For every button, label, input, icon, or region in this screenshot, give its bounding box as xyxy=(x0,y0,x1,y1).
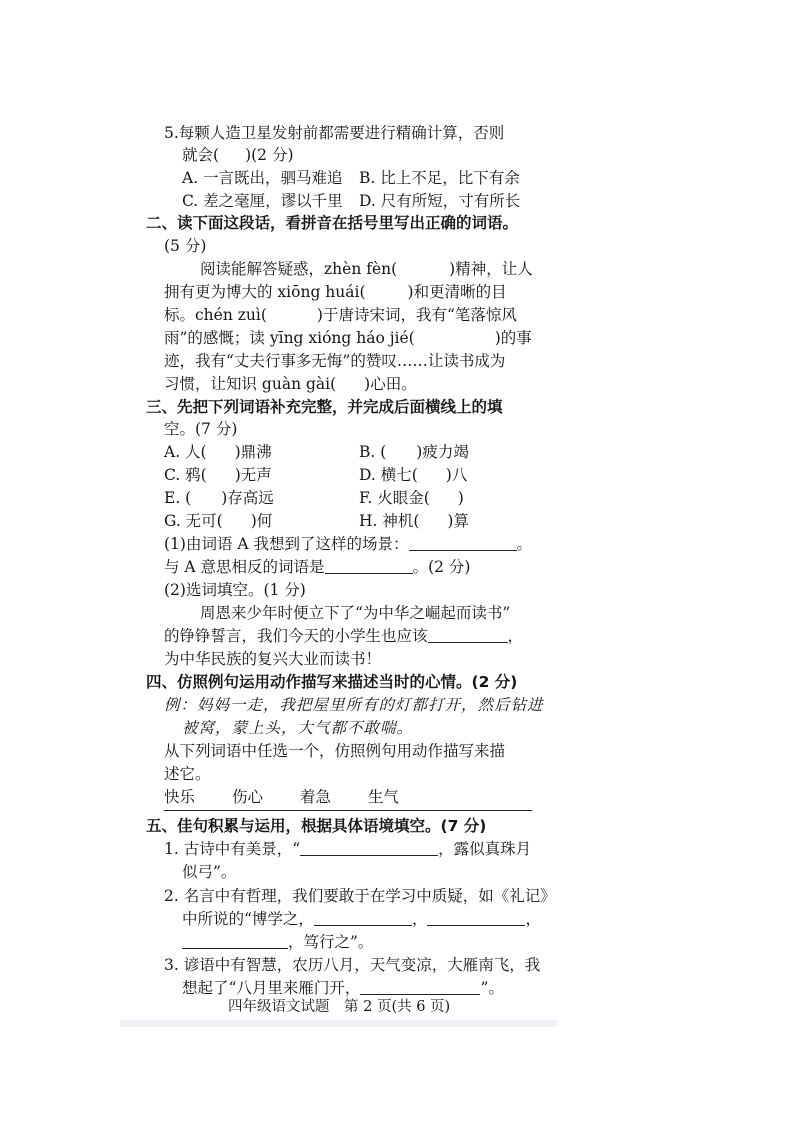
q5-stem-line2: 就会( )(2 分) xyxy=(182,146,294,164)
poem-question-1: 1. 古诗中有美景，“ ，露似真珠月 xyxy=(164,840,532,858)
sub-question-1-cont: 与 A 意思相反的词语是 。(2 分) xyxy=(164,558,471,576)
section2-line4: 雨”的感慨；读 yīng xióng háo jié( )的事 xyxy=(164,329,532,347)
idiom-b: B. ( )疲力竭 xyxy=(359,443,469,461)
section2-line2: 拥有更为博大的 xiōng huái( )和更清晰的目 xyxy=(164,283,507,301)
answer-blank[interactable] xyxy=(428,628,508,643)
word-choice-list xyxy=(164,787,399,807)
idiom-h: H. 神机( )算 xyxy=(359,512,469,530)
example-line2: 被窝，蒙上头，大气都不敢喘。 xyxy=(182,719,414,737)
answer-blank[interactable] xyxy=(300,841,438,856)
idiom-a: A. 人( )鼎沸 xyxy=(164,443,272,461)
q5-option-b: B. 比上不足，比下有余 xyxy=(359,169,520,187)
q5-option-c: C. 差之毫厘，谬以千里 xyxy=(182,192,343,210)
poem-question-1-cont: 似弓”。 xyxy=(182,863,237,881)
example-line1: 例：妈妈一走，我把屋里所有的灯都打开，然后钻进 xyxy=(164,696,544,714)
section4-title: 四、仿照例句运用动作描写来描述当时的心情。(2 分) xyxy=(146,673,518,691)
quote-question-2: 2. 名言中有哲理，我们要敢于在学习中质疑，如《礼记》 xyxy=(164,887,556,905)
passage-line3: 为中华民族的复兴大业而读书！ xyxy=(164,650,382,668)
answer-blank[interactable] xyxy=(314,911,412,926)
word-choice: 生气 xyxy=(367,788,399,806)
answer-blank[interactable] xyxy=(427,911,525,926)
idiom-d: D. 横七( )八 xyxy=(359,466,468,484)
answer-blank[interactable] xyxy=(409,536,517,551)
section2-title: 二、读下面这段话，看拼音在括号里写出正确的词语。 xyxy=(146,214,519,232)
scan-edge-shadow xyxy=(120,1020,557,1027)
word-choice: 伤心 xyxy=(231,788,263,806)
passage-line2: 的铮铮誓言，我们今天的小学生也应该 ， xyxy=(164,627,524,645)
word-choice: 着急 xyxy=(299,788,331,806)
proverb-question-3: 3. 谚语中有智慧，农历八月，天气变凉，大雁南飞，我 xyxy=(164,956,541,974)
section2-line6: 习惯，让知识 guàn gài( )心田。 xyxy=(164,375,417,393)
section5-title: 五、佳句积累与运用，根据具体语境填空。(7 分) xyxy=(146,817,487,835)
passage-line1: 周恩来少年时便立下了“为中华之崛起而读书” xyxy=(200,604,511,622)
page-footer: 四年级语文试题 第 2 页(共 6 页) xyxy=(228,999,451,1015)
answer-blank[interactable] xyxy=(325,559,413,574)
word-choice: 快乐 xyxy=(164,788,196,806)
answer-blank[interactable] xyxy=(182,934,288,949)
idiom-f: F. 火眼金( ) xyxy=(359,489,464,507)
section2-score: (5 分) xyxy=(164,237,207,255)
instruction-line2: 述它。 xyxy=(164,765,211,783)
q5-option-a: A. 一言既出，驷马难追 xyxy=(182,169,343,187)
quote-question-2-end: ，笃行之”。 xyxy=(182,932,373,952)
answer-line[interactable] xyxy=(164,810,532,811)
quote-question-2-cont: 中所说的“博学之， ， ， xyxy=(182,910,541,928)
idiom-e: E. ( )存高远 xyxy=(164,489,274,507)
idiom-g: G. 无可( )何 xyxy=(164,512,273,530)
proverb-question-3-cont: 想起了“八月里来雁门开， ”。 xyxy=(182,979,504,997)
q5-stem: 5.每颗人造卫星发射前都需要进行精确计算，否则 xyxy=(164,124,505,142)
sub-question-1: (1)由词语 A 我想到了这样的场景： 。 xyxy=(164,535,533,553)
section2-line5: 迹，我有“丈夫行事多无悔”的赞叹……让读书成为 xyxy=(164,352,506,370)
section3-title-cont: 空。(7 分) xyxy=(164,420,238,438)
answer-blank[interactable] xyxy=(360,980,480,995)
q5-option-d: D. 尺有所短，寸有所长 xyxy=(359,192,521,210)
section2-line3: 标。chén zuì( )于唐诗宋词，我有“笔落惊风 xyxy=(164,306,517,324)
instruction-line1: 从下列词语中任选一个，仿照例句用动作描写来描 xyxy=(164,742,506,760)
idiom-c: C. 鸦( )无声 xyxy=(164,466,272,484)
section2-line1: 阅读能解答疑惑，zhèn fèn( )精神，让人 xyxy=(200,260,533,278)
section3-title: 三、先把下列词语补充完整，并完成后面横线上的填 xyxy=(146,398,503,416)
sub-question-2: (2)选词填空。(1 分) xyxy=(164,581,306,599)
